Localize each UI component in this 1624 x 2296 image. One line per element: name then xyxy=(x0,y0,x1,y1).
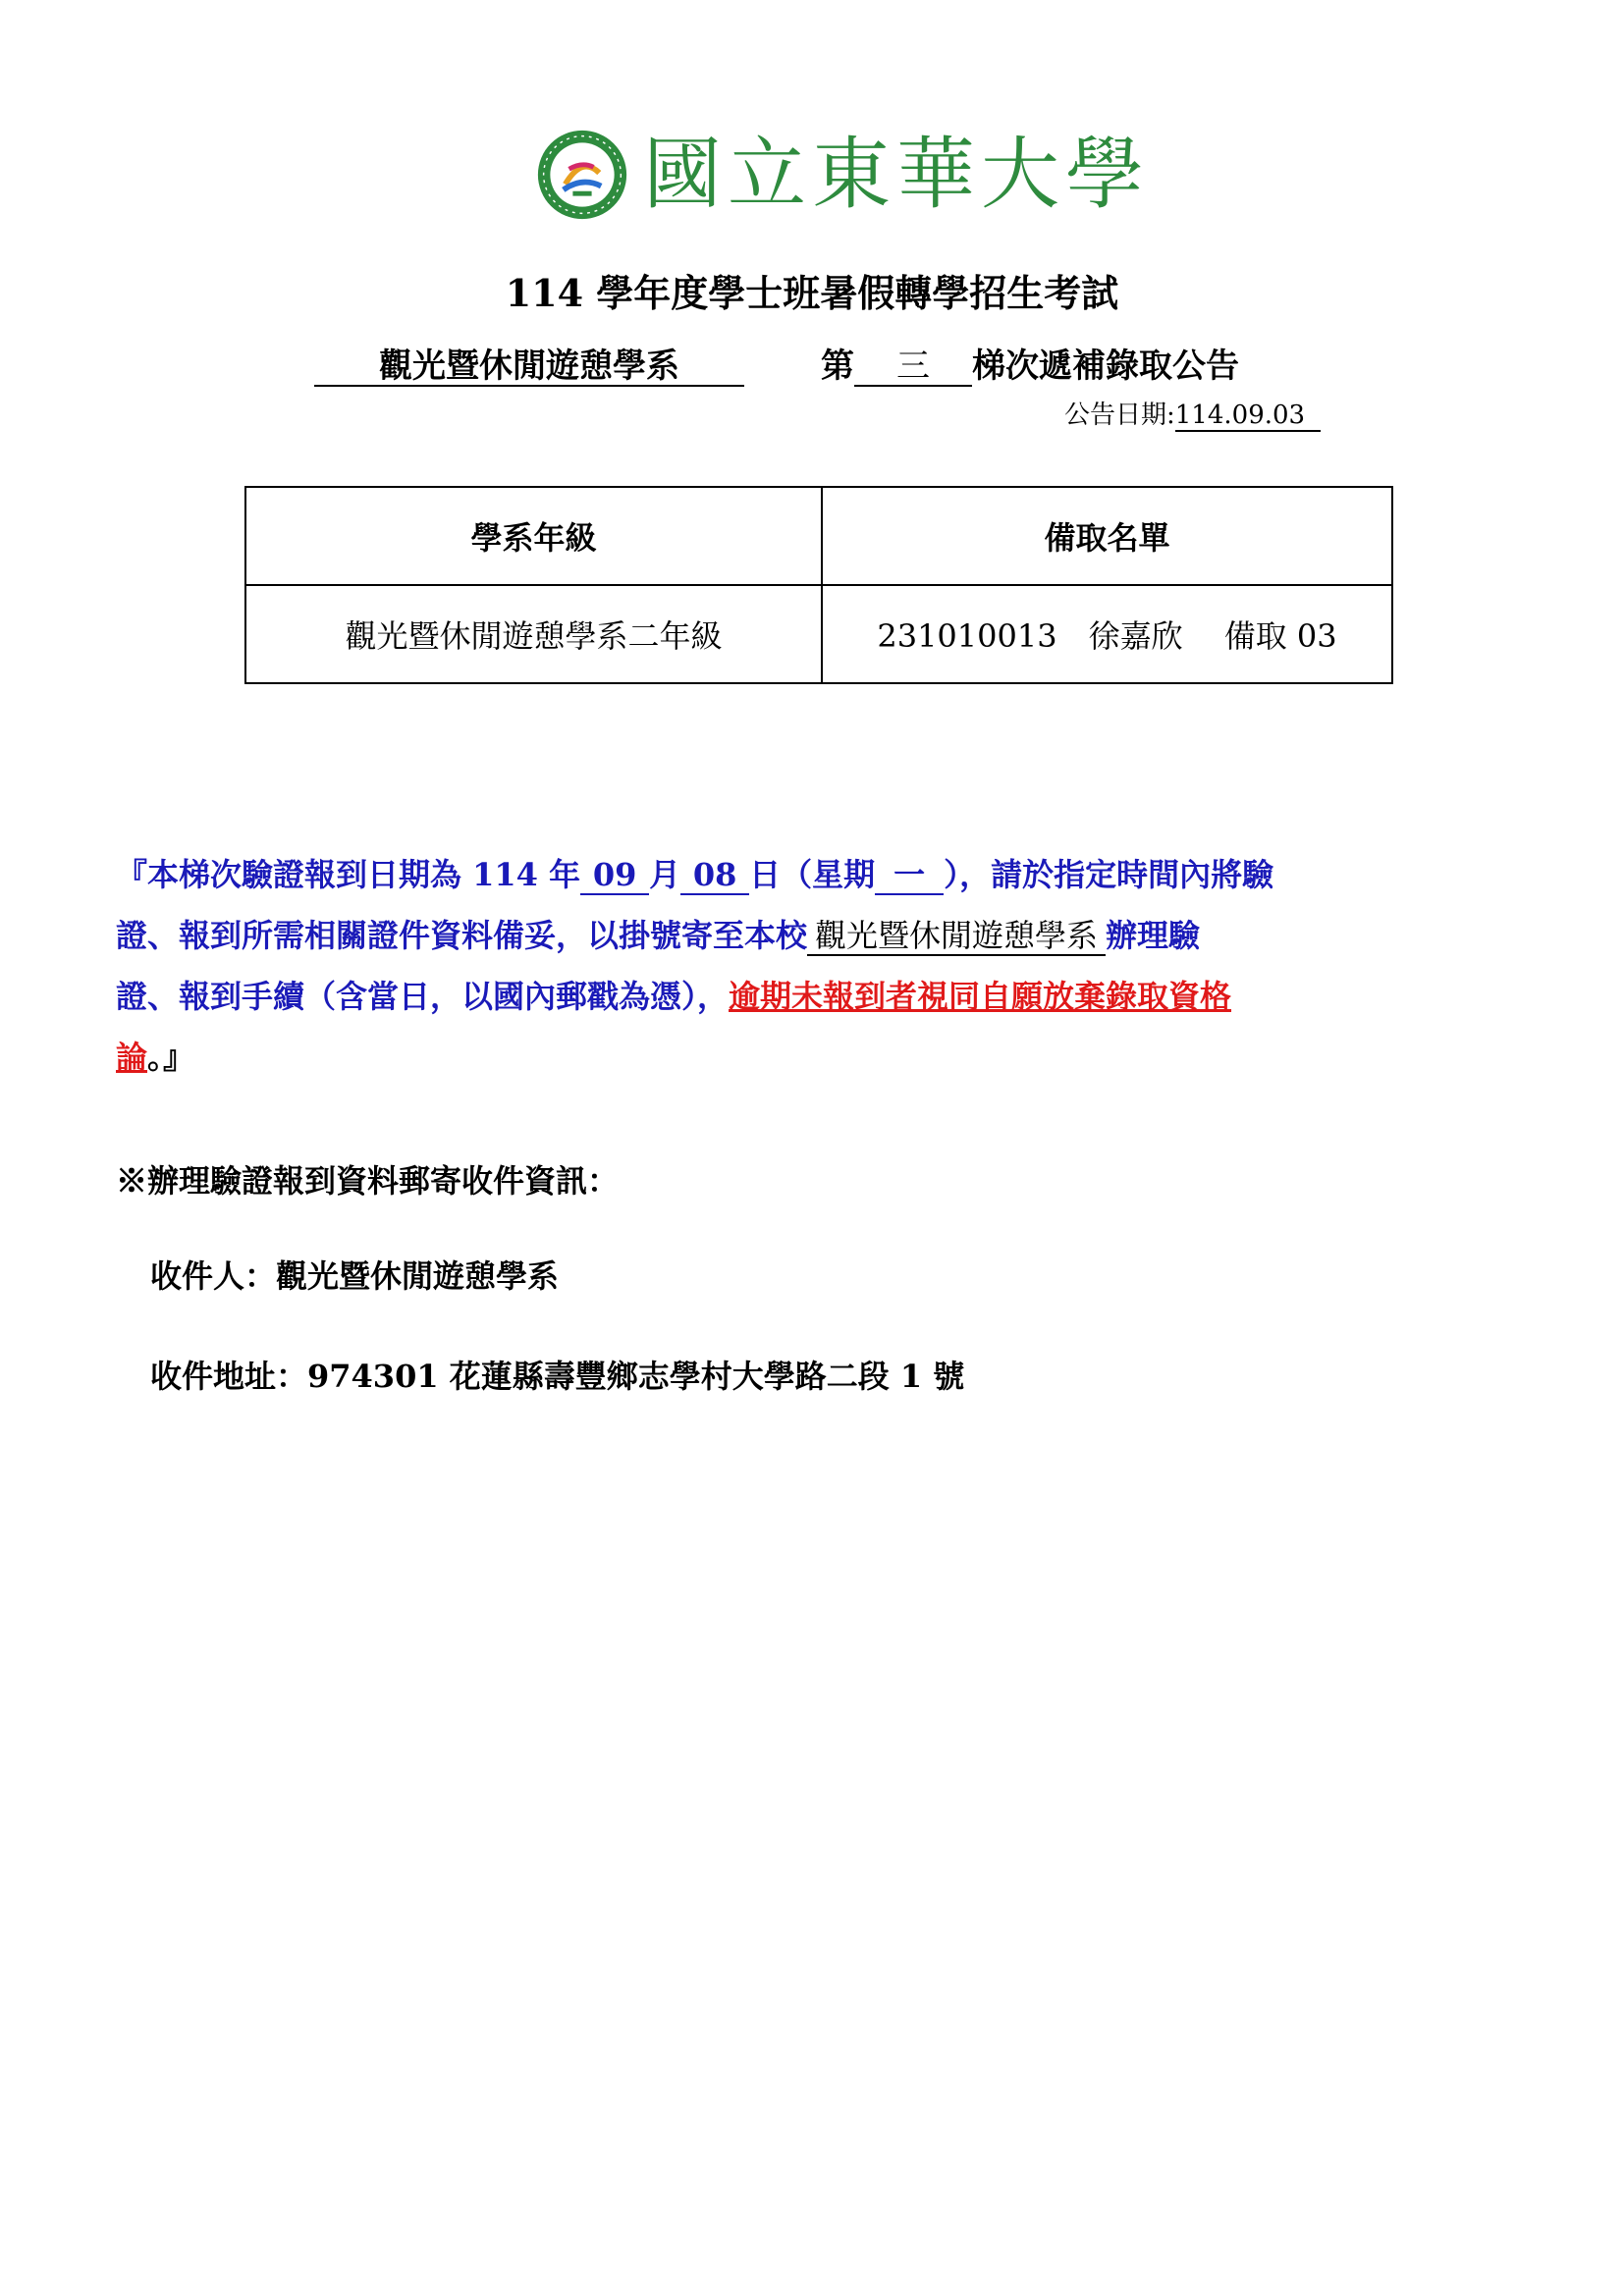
notice-close: 。』 xyxy=(147,1039,195,1076)
notice-department: 觀光暨休閒遊憩學系 xyxy=(807,918,1106,956)
notice-text: 日（星期 xyxy=(749,856,876,893)
notice-line-4 xyxy=(116,1027,1490,1088)
registration-day: 08 xyxy=(680,857,749,895)
table-header-row xyxy=(245,487,1392,585)
notice-text: 辦理驗 xyxy=(1106,917,1201,954)
university-seal-icon xyxy=(535,128,629,222)
mailing-address: 收件地址：974301 花蓮縣壽豐鄉志學村大學路二段 1 號 xyxy=(150,1358,965,1395)
deadline-warning: 逾期未報到者視同自願放棄錄取資格 xyxy=(729,978,1232,1015)
page-title: 114 學年度學士班暑假轉學招生考試 xyxy=(505,271,1119,315)
date-value: 114.09.03 xyxy=(1175,400,1321,432)
column-header-department: 學系年級 xyxy=(245,487,822,585)
department-grade-cell: 觀光暨休閒遊憩學系二年級 xyxy=(245,585,822,683)
table-row xyxy=(245,585,1392,683)
round-ordinal: 三 xyxy=(854,348,972,387)
admission-table xyxy=(244,486,1393,684)
university-logo xyxy=(535,126,1150,224)
ordinal-prefix: 第 xyxy=(821,347,854,386)
announcement-suffix: 梯次遞補錄取公告 xyxy=(972,347,1239,386)
notice-line-1 xyxy=(116,844,1490,905)
notice-line-3 xyxy=(116,966,1490,1027)
notice-text: 證、報到所需相關證件資料備妥，以掛號寄至本校 xyxy=(116,917,808,954)
announcement-subtitle xyxy=(314,339,1239,387)
registration-month: 09 xyxy=(580,857,649,895)
registration-weekday: 一 xyxy=(875,857,944,895)
waitlist-cell: 231010013 徐嘉欣 備取 03 xyxy=(822,585,1392,683)
mailing-info-title: ※辦理驗證報到資料郵寄收件資訊： xyxy=(116,1162,620,1200)
notice-text: 『本梯次驗證報到日期為 114 年 xyxy=(116,856,581,893)
department-name: 觀光暨休閒遊憩學系 xyxy=(314,348,744,387)
logo-wordmark: 國立東華大學 xyxy=(643,129,1150,220)
notice-line-2 xyxy=(116,905,1490,966)
deadline-warning-end: 論 xyxy=(116,1039,148,1076)
mailing-recipient: 收件人：觀光暨休閒遊憩學系 xyxy=(150,1257,560,1295)
registration-notice xyxy=(116,844,1490,1088)
column-header-waitlist: 備取名單 xyxy=(822,487,1392,585)
notice-text: 證、報到手續（含當日，以國內郵戳為憑）， xyxy=(116,978,730,1015)
announcement-date xyxy=(1064,395,1321,432)
date-label: 公告日期: xyxy=(1064,400,1175,430)
notice-text: ），請於指定時間內將驗 xyxy=(944,856,1274,893)
notice-text: 月 xyxy=(649,856,681,893)
